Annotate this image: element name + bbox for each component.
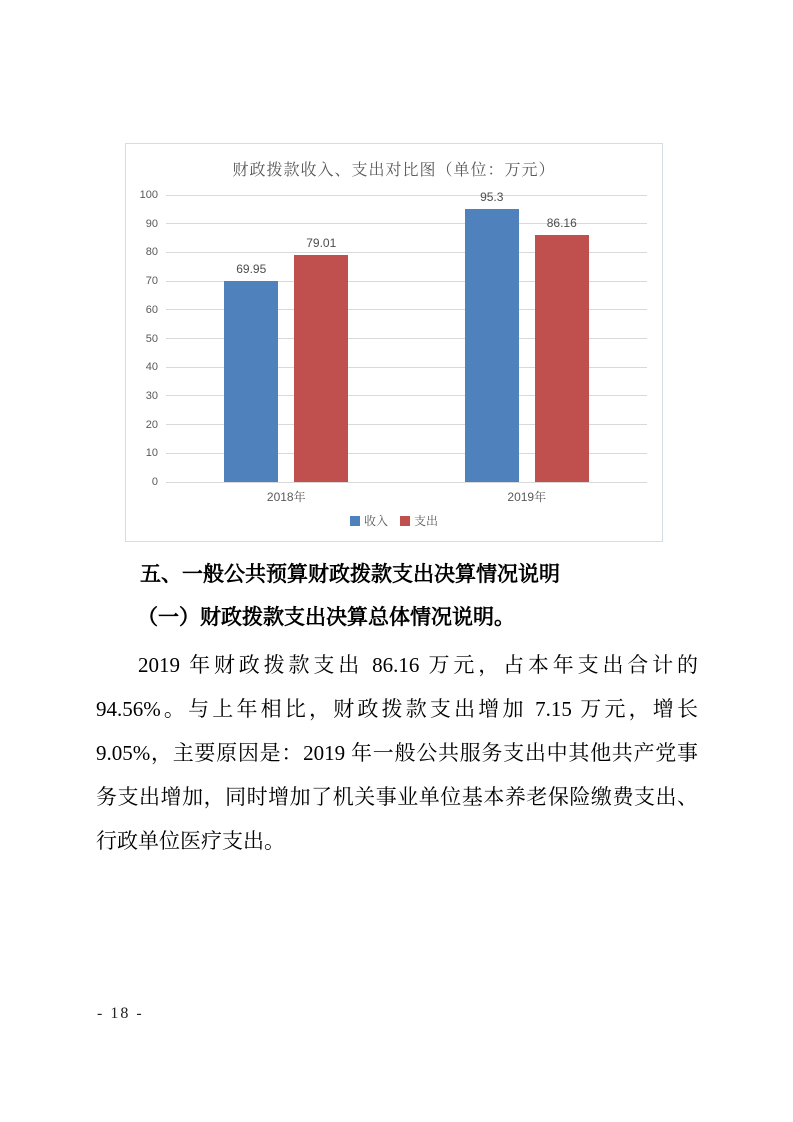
- bar-value-label: 69.95: [236, 262, 267, 277]
- y-tick-label: 0: [151, 476, 158, 488]
- y-tick-label: 40: [145, 361, 158, 374]
- legend-swatch-icon: [350, 516, 360, 526]
- y-tick-label: 30: [145, 389, 158, 402]
- page-number: - 18 -: [97, 1005, 144, 1022]
- x-axis-label-2018年: 2018年: [266, 490, 306, 504]
- legend-label: 收入: [363, 514, 388, 528]
- y-tick-label: 100: [139, 189, 158, 201]
- y-tick-label: 60: [145, 303, 158, 316]
- legend-item-收入: [350, 512, 388, 529]
- x-axis-label-2019年: 2019年: [507, 490, 547, 504]
- bar-value-label: 95.3: [480, 189, 504, 204]
- chart-x-axis-labels: [166, 488, 647, 504]
- y-tick-label: 80: [145, 246, 158, 259]
- y-tick-label: 10: [145, 447, 158, 460]
- chart-title: 财政拨款收入、支出对比图（单位：万元）: [232, 162, 556, 179]
- y-tick-label: 70: [145, 275, 158, 288]
- y-tick-label: 50: [145, 332, 158, 345]
- bar-收入-2018年: [224, 281, 278, 482]
- y-tick-label: 90: [145, 217, 158, 230]
- section-heading: 五、一般公共预算财政拨款支出决算情况说明: [140, 563, 560, 586]
- bar-value-label: 86.16: [546, 215, 577, 230]
- gridline-100: [166, 195, 647, 196]
- fund-income-expense-chart: [125, 143, 663, 542]
- bar-支出-2018年: [294, 255, 348, 482]
- bar-收入-2019年: [465, 209, 519, 483]
- legend-swatch-icon: [400, 516, 410, 526]
- legend-label: 支出: [414, 514, 439, 528]
- y-tick-label: 20: [145, 418, 158, 431]
- bar-value-label: 79.01: [306, 236, 337, 251]
- legend-item-支出: [400, 512, 438, 529]
- bar-支出-2019年: [535, 235, 589, 482]
- subsection-heading: （一）财政拨款支出决算总体情况说明。: [137, 605, 515, 629]
- body-paragraph: 2019 年财政拨款支出 86.16 万元，占本年支出合计的 94.56%。与上年相比，财政拨款支出增加 7.15 万元，增长 9.05%，主要原因是：2019 年一般公共服务支出中其他共产党事务支出增加，同时增加了机关事业单位基本养老保险缴费支出、行政单位医疗支出。: [96, 653, 698, 853]
- chart-plot-area: [139, 189, 647, 488]
- chart-legend: [126, 512, 662, 529]
